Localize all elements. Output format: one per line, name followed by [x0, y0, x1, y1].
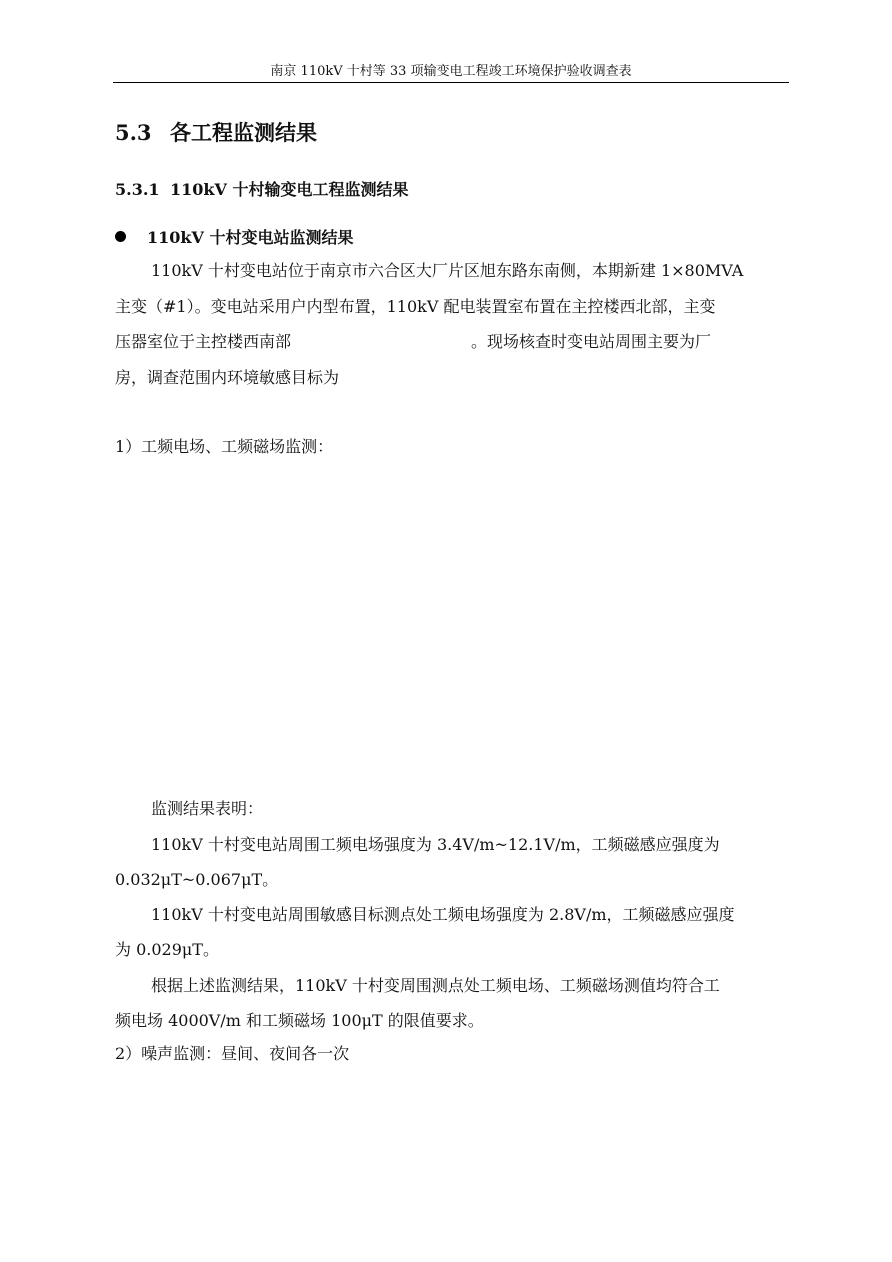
emf-result-3-line-2: 频电场 4000V/m 和工频磁场 100μT 的限值要求。: [115, 1011, 484, 1030]
bullet-dot-icon: [115, 231, 126, 242]
subsection-title: 110kV 十村输变电工程监测结果: [170, 180, 409, 199]
emf-result-2-line-1: 110kV 十村变电站周围敏感目标测点处工频电场强度为 2.8V/m，工频磁感应强度: [151, 905, 735, 924]
emf-result-2-line-2: 为 0.029μT。: [115, 940, 219, 959]
section-number: 5.3: [115, 120, 152, 145]
section-heading: [115, 118, 317, 148]
intro-line-2: 主变（#1）。变电站采用户内型布置，110kV 配电装置室布置在主控楼西北部，主变: [115, 297, 716, 316]
intro-line-3b: 。现场核查时变电站周围主要为厂: [471, 332, 712, 351]
section-title: 各工程监测结果: [170, 120, 317, 145]
header-rule: [113, 82, 789, 83]
bullet-heading: [115, 225, 353, 251]
emf-heading: 1）工频电场、工频磁场监测：: [115, 437, 334, 456]
bullet-title: 110kV 十村变电站监测结果: [147, 228, 354, 247]
intro-line-3: [115, 330, 777, 354]
emf-result-3-line-1: 根据上述监测结果，110kV 十村变周围测点处工频电场、工频磁场测值均符合工: [151, 976, 720, 995]
intro-line-1: 110kV 十村变电站位于南京市六合区大厂片区旭东路东南侧，本期新建 1×80MVA: [151, 261, 744, 280]
intro-line-4: 房，调查范围内环境敏感目标为: [115, 368, 340, 387]
page-header: 南京 110kV 十村等 33 项输变电工程竣工环境保护验收调查表: [270, 64, 632, 79]
emf-results-label: 监测结果表明：: [151, 799, 264, 818]
intro-line-3a: 压器室位于主控楼西南部: [115, 332, 292, 351]
noise-heading: 2）噪声监测：昼间、夜间各一次: [115, 1044, 350, 1063]
emf-result-1-line-2: 0.032μT~0.067μT。: [115, 870, 279, 889]
subsection-heading: [115, 177, 408, 203]
emf-result-1-line-1: 110kV 十村变电站周围工频电场强度为 3.4V/m~12.1V/m，工频磁感应强度为: [151, 835, 720, 854]
subsection-number: 5.3.1: [115, 180, 160, 199]
